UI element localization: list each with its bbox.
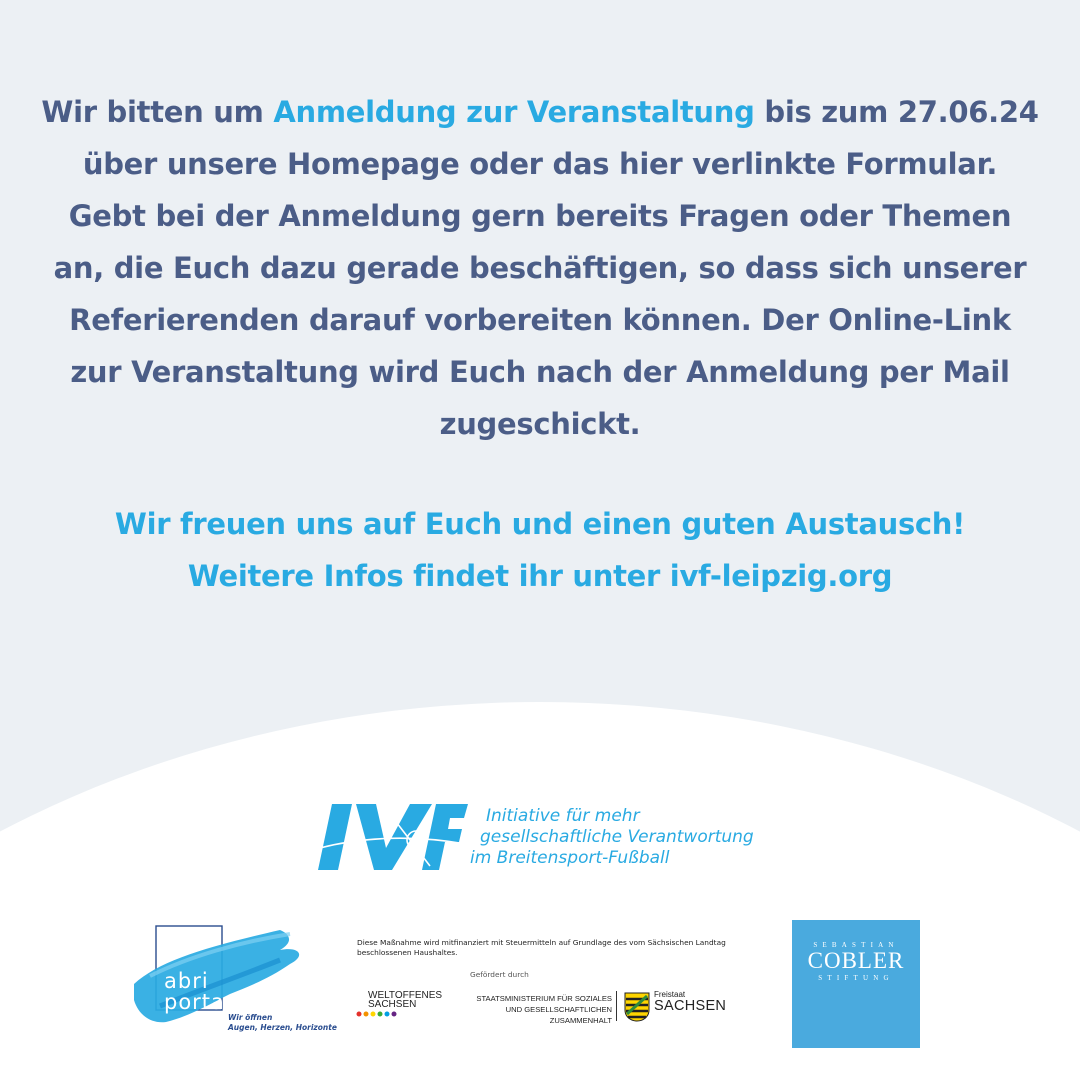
- weltoffenes-line-2: SACHSEN: [368, 999, 417, 1010]
- ministry-line-1: STAATSMINISTERIUM FÜR SOZIALES: [476, 994, 612, 1003]
- funding-note: [357, 938, 726, 958]
- abriporta-tagline: [228, 1013, 337, 1033]
- ivf-tagline: [470, 806, 754, 869]
- cobler-top-text: SEBASTIAN: [813, 941, 899, 949]
- cobler-stiftung-logo: [792, 920, 920, 1048]
- ministry-line-3: ZUSAMMENHALT: [549, 1016, 612, 1025]
- ivf-tagline-line-2: gesellschaftliche Verantwortung: [480, 827, 754, 847]
- abriporta-tagline-2: Augen, Herzen, Horizonte: [228, 1023, 337, 1032]
- sachsen-label: SACHSEN: [654, 998, 727, 1014]
- abriporta-logo: [130, 920, 337, 1040]
- cobler-main-text: COBLER: [807, 948, 905, 973]
- closing-line-2: Weitere Infos findet ihr unter ivf-leipzig.org: [187, 559, 893, 593]
- ministry-name: [470, 993, 612, 1026]
- funding-note-line-1: Diese Maßnahme wird mitfinanziert mit Steuermitteln auf Grundlage des vom Sächsischen Landtag: [357, 938, 726, 947]
- closing-line-1: Wir freuen uns auf Euch und einen guten Austausch!: [114, 507, 966, 541]
- main-text-block: [40, 86, 1040, 602]
- registration-link[interactable]: Anmeldung zur Veranstaltung: [273, 95, 755, 129]
- intro-paragraph: [40, 86, 1040, 450]
- coat-of-arms-icon: [624, 992, 650, 1022]
- intro-text-2: bis zum 27.06.24 über unsere Homepage oder das hier verlinkte Formular. Gebt bei der Anmeldung gern bereits Fragen oder Themen an, die Euch dazu gerade beschäftigen, so dass sich unserer Referierenden darauf vorbereiten können. Der Online-Link zur Veranstaltung wird Euch nach der Anmeldung per Mail zugeschickt.: [53, 95, 1039, 441]
- ivf-tagline-line-1: Initiative für mehr: [486, 806, 640, 826]
- ministry-line-2: UND GESELLSCHAFTLICHEN: [505, 1005, 612, 1014]
- abriporta-word-2: porta: [164, 990, 225, 1014]
- funding-note-line-2: beschlossenen Haushaltes.: [357, 948, 458, 957]
- closing-text: [40, 498, 1040, 602]
- ivf-logo: [318, 804, 468, 870]
- ivf-tagline-line-3: im Breitensport-Fußball: [470, 848, 670, 868]
- abriporta-word-1: abri: [164, 969, 209, 993]
- abriporta-tagline-1: Wir öffnen: [228, 1013, 273, 1022]
- divider: [616, 991, 617, 1021]
- cobler-bottom-text: STIFTUNG: [818, 974, 894, 982]
- funded-by-label: Gefördert durch: [470, 970, 529, 979]
- weltoffenes-sachsen-logo: [356, 991, 452, 1017]
- weltoffenes-line-1: WELTOFFENES: [368, 990, 443, 1001]
- freistaat-label: Freistaat: [654, 990, 686, 999]
- intro-text-1: Wir bitten um: [41, 95, 274, 129]
- color-dots-icon: [356, 1011, 452, 1017]
